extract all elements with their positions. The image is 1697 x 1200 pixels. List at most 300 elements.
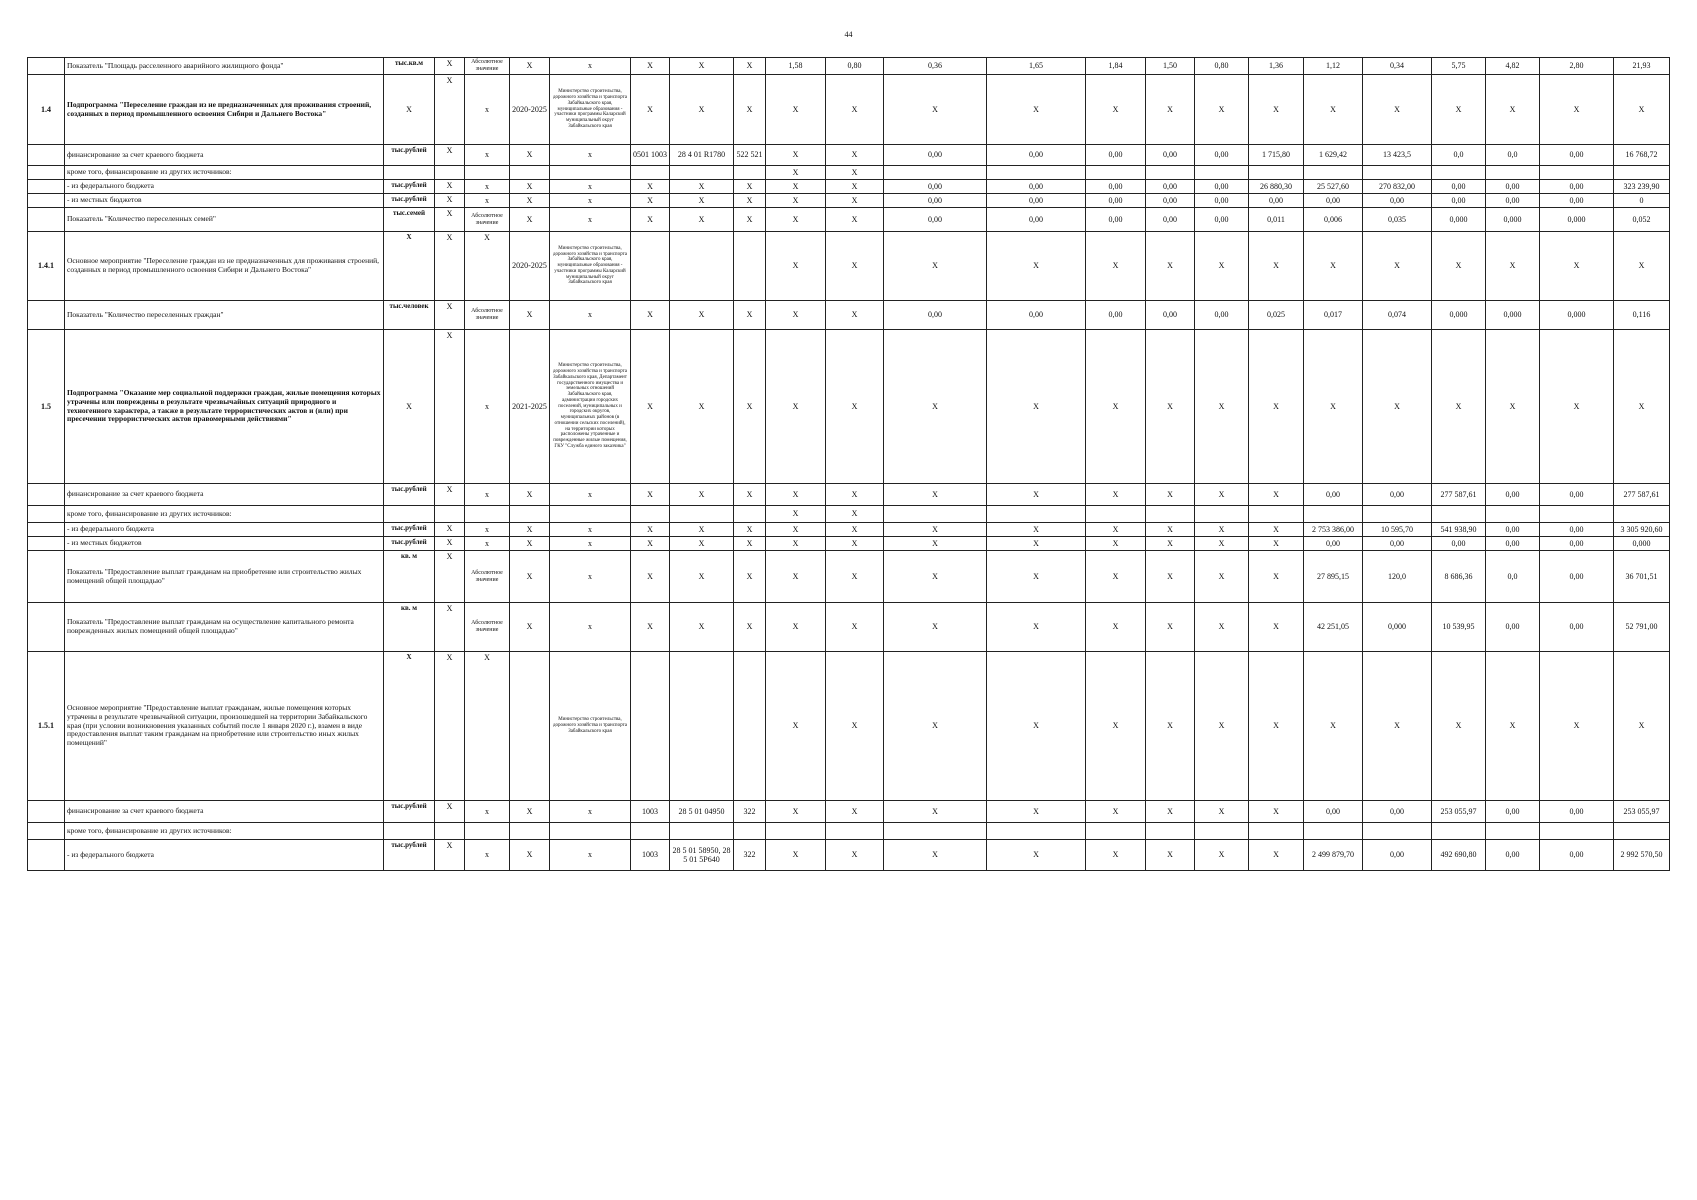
cell-3: x — [550, 537, 631, 551]
cell-8: X — [826, 301, 884, 330]
cell-12: 1,50 — [1146, 58, 1195, 75]
cell-3: x — [550, 194, 631, 208]
cell-6: 322 — [734, 840, 766, 871]
unit-cell: тыс.рублей — [384, 145, 435, 166]
row-name: Основное мероприятие "Переселение граждан из не предназначенных для проживания строений, созданных в период промышленного освоения Сибири и Дальнего Востока" — [65, 232, 384, 301]
table-row — [28, 537, 1670, 551]
cell-2: X — [510, 603, 550, 652]
cell-13: 0,80 — [1195, 58, 1249, 75]
table-row — [28, 145, 1670, 166]
cell-0: X — [435, 208, 465, 232]
row-number — [28, 301, 65, 330]
cell-16: 120,0 — [1363, 551, 1432, 603]
cell-2: X — [510, 301, 550, 330]
cell-14: 0,011 — [1249, 208, 1304, 232]
row-number — [28, 194, 65, 208]
row-number — [28, 840, 65, 871]
cell-2: X — [510, 145, 550, 166]
cell-6: X — [734, 551, 766, 603]
cell-4 — [631, 166, 670, 180]
cell-12: X — [1146, 75, 1195, 145]
cell-14: 0,025 — [1249, 301, 1304, 330]
cell-7: X — [766, 551, 826, 603]
cell-17: 0,00 — [1432, 537, 1486, 551]
cell-15: 0,00 — [1304, 537, 1363, 551]
cell-20: X — [1614, 330, 1670, 484]
cell-20: X — [1614, 75, 1670, 145]
cell-8: X — [826, 208, 884, 232]
cell-4: X — [631, 330, 670, 484]
cell-9: 0,00 — [884, 180, 987, 194]
cell-19: X — [1540, 232, 1614, 301]
row-name: кроме того, финансирование из других источников: — [65, 506, 384, 523]
unit-cell: тыс.рублей — [384, 801, 435, 823]
row-number: 1.5 — [28, 330, 65, 484]
cell-2 — [510, 823, 550, 840]
cell-7: X — [766, 194, 826, 208]
cell-15: 27 895,15 — [1304, 551, 1363, 603]
cell-17: 0,0 — [1432, 145, 1486, 166]
cell-0 — [435, 823, 465, 840]
cell-5: X — [670, 484, 734, 506]
cell-2: X — [510, 194, 550, 208]
cell-11: X — [1086, 330, 1146, 484]
cell-15: 0,00 — [1304, 194, 1363, 208]
cell-20: 0,000 — [1614, 537, 1670, 551]
cell-13: X — [1195, 551, 1249, 603]
cell-1: x — [465, 801, 510, 823]
cell-7: 1,58 — [766, 58, 826, 75]
cell-16: X — [1363, 75, 1432, 145]
row-name: - из федерального бюджета — [65, 180, 384, 194]
row-name: кроме того, финансирование из других источников: — [65, 166, 384, 180]
cell-16: X — [1363, 330, 1432, 484]
cell-8: X — [826, 145, 884, 166]
cell-4 — [631, 506, 670, 523]
unit-cell: тыс.рублей — [384, 840, 435, 871]
cell-2 — [510, 166, 550, 180]
cell-7: X — [766, 75, 826, 145]
unit-cell — [384, 506, 435, 523]
cell-7: X — [766, 801, 826, 823]
cell-4: 1003 — [631, 801, 670, 823]
cell-2 — [510, 506, 550, 523]
cell-5: X — [670, 58, 734, 75]
cell-11: X — [1086, 840, 1146, 871]
cell-16 — [1363, 506, 1432, 523]
cell-17: 492 690,80 — [1432, 840, 1486, 871]
cell-1: Абсолютное значение — [465, 208, 510, 232]
cell-8: X — [826, 180, 884, 194]
cell-18 — [1486, 506, 1540, 523]
cell-10: 0,00 — [987, 208, 1086, 232]
row-number — [28, 801, 65, 823]
cell-9: 0,00 — [884, 194, 987, 208]
cell-7: X — [766, 523, 826, 537]
cell-8: X — [826, 801, 884, 823]
cell-20: 52 791,00 — [1614, 603, 1670, 652]
cell-11: X — [1086, 537, 1146, 551]
cell-13: X — [1195, 330, 1249, 484]
unit-cell: кв. м — [384, 551, 435, 603]
cell-10: X — [987, 523, 1086, 537]
unit-cell: тыс.рублей — [384, 180, 435, 194]
cell-11: X — [1086, 484, 1146, 506]
cell-7: X — [766, 301, 826, 330]
cell-16: 0,00 — [1363, 194, 1432, 208]
cell-16: X — [1363, 232, 1432, 301]
table-row — [28, 301, 1670, 330]
cell-1 — [465, 506, 510, 523]
cell-7: X — [766, 537, 826, 551]
cell-4: 1003 — [631, 840, 670, 871]
cell-3: Министерство строительства, дорожного хозяйства и транспорта Забайкальского края — [550, 652, 631, 801]
table-row — [28, 823, 1670, 840]
cell-14: X — [1249, 330, 1304, 484]
cell-10: 0,00 — [987, 145, 1086, 166]
cell-6: X — [734, 484, 766, 506]
cell-18: 0,0 — [1486, 145, 1540, 166]
cell-1: x — [465, 523, 510, 537]
cell-1 — [465, 166, 510, 180]
cell-8: X — [826, 523, 884, 537]
cell-14 — [1249, 166, 1304, 180]
cell-13: 0,00 — [1195, 180, 1249, 194]
cell-12: X — [1146, 551, 1195, 603]
cell-12: 0,00 — [1146, 301, 1195, 330]
cell-15: X — [1304, 330, 1363, 484]
cell-12: 0,00 — [1146, 180, 1195, 194]
cell-12: X — [1146, 840, 1195, 871]
cell-18: 4,82 — [1486, 58, 1540, 75]
cell-19: 0,00 — [1540, 603, 1614, 652]
cell-16: 0,074 — [1363, 301, 1432, 330]
cell-6: X — [734, 194, 766, 208]
cell-9: X — [884, 652, 987, 801]
cell-20 — [1614, 823, 1670, 840]
cell-14: X — [1249, 801, 1304, 823]
cell-15: X — [1304, 232, 1363, 301]
cell-4: X — [631, 484, 670, 506]
cell-0: X — [435, 75, 465, 145]
cell-15: 2 753 386,00 — [1304, 523, 1363, 537]
cell-8: X — [826, 506, 884, 523]
table-row — [28, 484, 1670, 506]
cell-0 — [435, 506, 465, 523]
cell-11: X — [1086, 652, 1146, 801]
cell-9: X — [884, 801, 987, 823]
cell-0: X — [435, 801, 465, 823]
cell-0 — [435, 166, 465, 180]
cell-14: X — [1249, 537, 1304, 551]
cell-19: 0,00 — [1540, 194, 1614, 208]
cell-11: 0,00 — [1086, 301, 1146, 330]
cell-19 — [1540, 506, 1614, 523]
cell-10: X — [987, 551, 1086, 603]
cell-0: X — [435, 330, 465, 484]
cell-11: X — [1086, 801, 1146, 823]
cell-17: X — [1432, 652, 1486, 801]
cell-14: 1 715,80 — [1249, 145, 1304, 166]
cell-16: 13 423,5 — [1363, 145, 1432, 166]
cell-20: 3 305 920,60 — [1614, 523, 1670, 537]
cell-8: X — [826, 166, 884, 180]
cell-8: X — [826, 75, 884, 145]
cell-13 — [1195, 823, 1249, 840]
row-number — [28, 166, 65, 180]
unit-cell: тыс.человек — [384, 301, 435, 330]
row-name: - из федерального бюджета — [65, 523, 384, 537]
row-number: 1.5.1 — [28, 652, 65, 801]
cell-11: 0,00 — [1086, 194, 1146, 208]
cell-16 — [1363, 823, 1432, 840]
cell-18: X — [1486, 652, 1540, 801]
cell-12 — [1146, 506, 1195, 523]
table-row — [28, 166, 1670, 180]
cell-15: 0,006 — [1304, 208, 1363, 232]
cell-9: X — [884, 330, 987, 484]
cell-17: 0,00 — [1432, 194, 1486, 208]
cell-7: X — [766, 603, 826, 652]
cell-8: X — [826, 603, 884, 652]
cell-14: 0,00 — [1249, 194, 1304, 208]
cell-18: 0,0 — [1486, 551, 1540, 603]
cell-3: x — [550, 551, 631, 603]
cell-18: 0,00 — [1486, 484, 1540, 506]
unit-cell: тыс.семей — [384, 208, 435, 232]
cell-6: X — [734, 301, 766, 330]
unit-cell: X — [384, 75, 435, 145]
cell-14: X — [1249, 523, 1304, 537]
cell-1: x — [465, 330, 510, 484]
cell-17 — [1432, 166, 1486, 180]
row-number — [28, 551, 65, 603]
cell-13: X — [1195, 232, 1249, 301]
cell-7: X — [766, 506, 826, 523]
cell-3 — [550, 506, 631, 523]
unit-cell: кв. м — [384, 603, 435, 652]
cell-3: x — [550, 603, 631, 652]
cell-3: x — [550, 840, 631, 871]
cell-17: 277 587,61 — [1432, 484, 1486, 506]
cell-5: X — [670, 194, 734, 208]
cell-15: 42 251,05 — [1304, 603, 1363, 652]
unit-cell — [384, 823, 435, 840]
cell-9: 0,00 — [884, 301, 987, 330]
cell-10: 0,00 — [987, 301, 1086, 330]
cell-18 — [1486, 823, 1540, 840]
cell-8: 0,80 — [826, 58, 884, 75]
cell-16: 0,00 — [1363, 840, 1432, 871]
cell-9: 0,00 — [884, 208, 987, 232]
row-name: Показатель "Количество переселенных семей" — [65, 208, 384, 232]
cell-18: 0,00 — [1486, 603, 1540, 652]
cell-20: 0,052 — [1614, 208, 1670, 232]
cell-0: X — [435, 840, 465, 871]
cell-6 — [734, 166, 766, 180]
cell-2: X — [510, 523, 550, 537]
row-name: Показатель "Предоставление выплат гражданам на приобретение или строительство жилых помещений общей площадью" — [65, 551, 384, 603]
cell-13: X — [1195, 484, 1249, 506]
cell-6: X — [734, 75, 766, 145]
cell-20 — [1614, 506, 1670, 523]
cell-1: X — [465, 652, 510, 801]
row-number — [28, 208, 65, 232]
row-number — [28, 603, 65, 652]
cell-8: X — [826, 840, 884, 871]
cell-20: 21,93 — [1614, 58, 1670, 75]
unit-cell — [384, 166, 435, 180]
cell-19: 0,00 — [1540, 840, 1614, 871]
cell-16: 0,00 — [1363, 484, 1432, 506]
cell-15: X — [1304, 75, 1363, 145]
cell-5: X — [670, 523, 734, 537]
cell-10: X — [987, 232, 1086, 301]
cell-5: X — [670, 330, 734, 484]
row-name: Показатель "Предоставление выплат гражданам на осуществление капитального ремонта поврежденных жилых помещений общей площадью" — [65, 603, 384, 652]
cell-18 — [1486, 166, 1540, 180]
cell-10: X — [987, 484, 1086, 506]
cell-9 — [884, 506, 987, 523]
cell-3: Министерство строительства, дорожного хозяйства и транспорта Забайкальского края, муниципальные образования - участники программы Каларский муниципальный округ Забайкальского края — [550, 232, 631, 301]
cell-1: x — [465, 194, 510, 208]
unit-cell: X — [384, 232, 435, 301]
table-row — [28, 75, 1670, 145]
cell-7: X — [766, 208, 826, 232]
cell-0: X — [435, 232, 465, 301]
cell-12: X — [1146, 330, 1195, 484]
cell-5 — [670, 823, 734, 840]
cell-7: X — [766, 232, 826, 301]
cell-10 — [987, 823, 1086, 840]
cell-16: 0,00 — [1363, 801, 1432, 823]
cell-20: 2 992 570,50 — [1614, 840, 1670, 871]
cell-20 — [1614, 166, 1670, 180]
cell-18: X — [1486, 75, 1540, 145]
unit-cell: тыс.рублей — [384, 484, 435, 506]
cell-14: X — [1249, 652, 1304, 801]
cell-8: X — [826, 484, 884, 506]
cell-17: 253 055,97 — [1432, 801, 1486, 823]
cell-20: 323 239,90 — [1614, 180, 1670, 194]
cell-6 — [734, 823, 766, 840]
cell-0: X — [435, 58, 465, 75]
cell-15: 1,12 — [1304, 58, 1363, 75]
cell-20: 0,116 — [1614, 301, 1670, 330]
cell-5: X — [670, 208, 734, 232]
cell-19: 0,00 — [1540, 180, 1614, 194]
cell-16: 0,34 — [1363, 58, 1432, 75]
cell-5: X — [670, 537, 734, 551]
cell-12: X — [1146, 652, 1195, 801]
cell-11 — [1086, 506, 1146, 523]
table-row — [28, 58, 1670, 75]
cell-3: x — [550, 180, 631, 194]
cell-1: x — [465, 180, 510, 194]
cell-14: X — [1249, 484, 1304, 506]
cell-7: X — [766, 840, 826, 871]
cell-8: X — [826, 194, 884, 208]
cell-15: 1 629,42 — [1304, 145, 1363, 166]
table-row — [28, 194, 1670, 208]
cell-2 — [510, 652, 550, 801]
cell-9: X — [884, 537, 987, 551]
cell-8: X — [826, 330, 884, 484]
cell-9: X — [884, 840, 987, 871]
table-row — [28, 232, 1670, 301]
cell-8 — [826, 823, 884, 840]
row-name: - из федерального бюджета — [65, 840, 384, 871]
cell-13: X — [1195, 801, 1249, 823]
cell-19: X — [1540, 75, 1614, 145]
row-number — [28, 58, 65, 75]
table-row — [28, 180, 1670, 194]
cell-17 — [1432, 823, 1486, 840]
cell-12: X — [1146, 484, 1195, 506]
cell-17: X — [1432, 232, 1486, 301]
cell-0: X — [435, 145, 465, 166]
cell-14 — [1249, 823, 1304, 840]
cell-4: 0501 1003 — [631, 145, 670, 166]
cell-9: X — [884, 523, 987, 537]
cell-20: 253 055,97 — [1614, 801, 1670, 823]
cell-7: X — [766, 330, 826, 484]
cell-1: x — [465, 840, 510, 871]
row-name: - из местных бюджетов — [65, 194, 384, 208]
cell-1: x — [465, 75, 510, 145]
row-name: Показатель "Площадь расселенного аварийного жилищного фонда" — [65, 58, 384, 75]
cell-12: X — [1146, 801, 1195, 823]
cell-19 — [1540, 166, 1614, 180]
cell-16: 0,035 — [1363, 208, 1432, 232]
cell-3: x — [550, 145, 631, 166]
cell-3 — [550, 166, 631, 180]
cell-4: X — [631, 75, 670, 145]
cell-2: 2020-2025 — [510, 232, 550, 301]
cell-6: 322 — [734, 801, 766, 823]
table-row — [28, 801, 1670, 823]
cell-11: X — [1086, 232, 1146, 301]
cell-9: X — [884, 551, 987, 603]
cell-4: X — [631, 537, 670, 551]
unit-cell: X — [384, 330, 435, 484]
row-number — [28, 537, 65, 551]
cell-14: X — [1249, 603, 1304, 652]
row-name: финансирование за счет краевого бюджета — [65, 484, 384, 506]
cell-18: 0,00 — [1486, 194, 1540, 208]
cell-11 — [1086, 166, 1146, 180]
cell-11: X — [1086, 603, 1146, 652]
cell-17: 5,75 — [1432, 58, 1486, 75]
cell-17: X — [1432, 75, 1486, 145]
row-number — [28, 180, 65, 194]
row-name: Основное мероприятие "Предоставление выплат гражданам, жилые помещения которых утрачены в результате чрезвычайной ситуации, произошедшей на территории Забайкальского края (при условии возникновения указанных событий после 1 января 2020 г.), взамен в виде предоставления выплат таким гражданам на приобретение или строительство иных жилых помещений" — [65, 652, 384, 801]
cell-0: X — [435, 652, 465, 801]
cell-11: X — [1086, 523, 1146, 537]
cell-14: X — [1249, 551, 1304, 603]
cell-15: 0,00 — [1304, 801, 1363, 823]
cell-12: X — [1146, 603, 1195, 652]
cell-5 — [670, 506, 734, 523]
cell-5 — [670, 652, 734, 801]
cell-10: 0,00 — [987, 180, 1086, 194]
row-name: Подпрограмма "Переселение граждан из не предназначенных для проживания строений, созданных в период промышленного освоения Сибири и Дальнего Востока" — [65, 75, 384, 145]
cell-3: Министерство строительства, дорожного хозяйства и транспорта Забайкальского края, Департамент государственного имущества и земельных отношений Забайкальского края, администрации городских поселений, муниципальных и городских округов, муниципальных районов (в отношении сельских поселений), на территории которых расположены утраченные и поврежденные жилые помещения, ГКУ "Служба единого заказчика" — [550, 330, 631, 484]
cell-19: 0,000 — [1540, 208, 1614, 232]
cell-20: 0 — [1614, 194, 1670, 208]
cell-17: 8 686,36 — [1432, 551, 1486, 603]
unit-cell: тыс.рублей — [384, 523, 435, 537]
